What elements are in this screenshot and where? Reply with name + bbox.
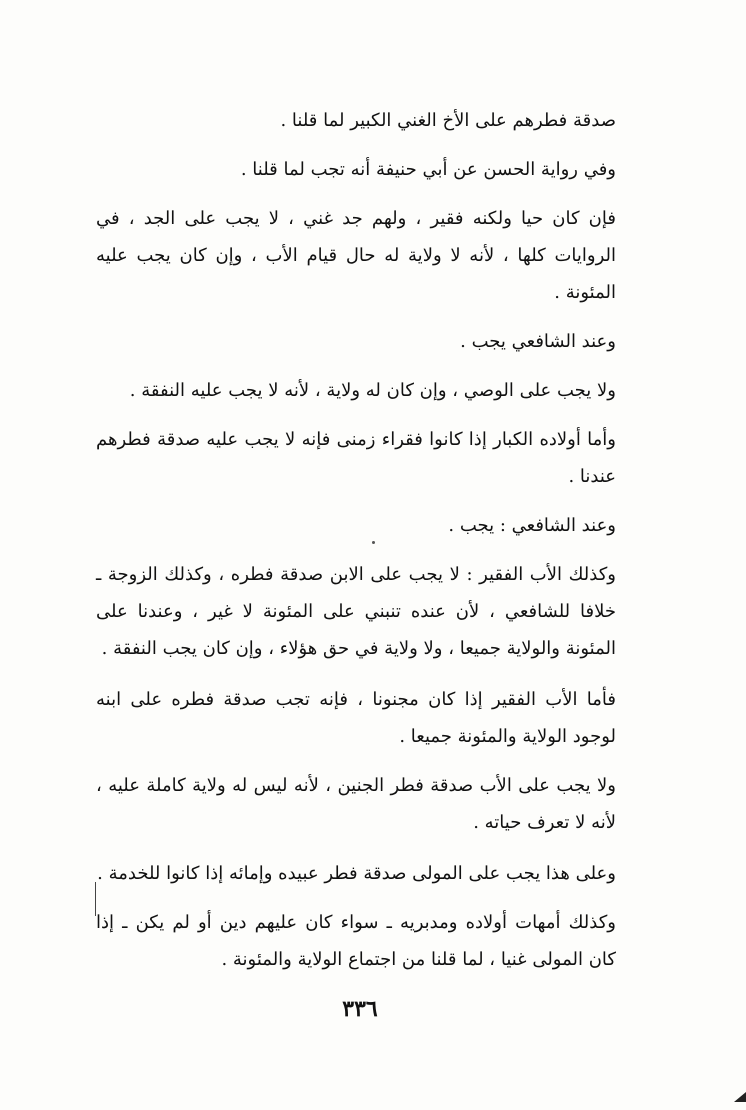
margin-mark — [95, 882, 96, 916]
paragraph-12: وكذلك أمهات أولاده ومدبريه ـ سواء كان عليهم دين أو لم يكن ـ إذا كان المولى غنيا ، لما قلنا من اجتماع الولاية والمئونة . — [96, 912, 616, 970]
paragraph-9: فأما الأب الفقير إذا كان مجنونا ، فإنه تجب صدقة فطره على ابنه لوجود الولاية والمئونة جميعا . — [96, 689, 616, 747]
page-number: ٣٣٦ — [342, 996, 378, 1022]
paragraph-5: ولا يجب على الوصي ، وإن كان له ولاية ، لأنه لا يجب عليه النفقة . — [129, 380, 616, 401]
paragraph-7: وعند الشافعي : يجب . — [448, 515, 616, 536]
scan-speck — [372, 541, 375, 544]
paragraph-6: وأما أولاده الكبار إذا كانوا فقراء زمنى فإنه لا يجب عليه صدقة فطرهم عندنا . — [96, 429, 616, 487]
paragraph-11: وعلى هذا يجب على المولى صدقة فطر عبيده وإمائه إذا كانوا للخدمة . — [97, 863, 616, 884]
paragraph-8: وكذلك الأب الفقير : لا يجب على الابن صدقة فطره ، وكذلك الزوجة ـ خلافا للشافعي ، لأن عنده تنبني على المئونة لا غير ، وعندنا على المئونة والولاية جميعا ، ولا ولاية في حق هؤلاء ، وإن كان يجب النفقة . — [96, 564, 616, 659]
paragraph-2: وفي رواية الحسن عن أبي حنيفة أنه تجب لما قلنا . — [240, 159, 616, 180]
body-text — [96, 102, 616, 990]
paragraph-4: وعند الشافعي يجب . — [460, 331, 616, 352]
corner-mark — [734, 1092, 746, 1102]
paragraph-10: ولا يجب على الأب صدقة فطر الجنين ، لأنه ليس له ولاية كاملة عليه ، لأنه لا تعرف حياته . — [96, 775, 616, 833]
paragraph-1: صدقة فطرهم على الأخ الغني الكبير لما قلنا . — [280, 110, 616, 131]
paragraph-3: فإن كان حيا ولكنه فقير ، ولهم جد غني ، لا يجب على الجد ، في الروايات كلها ، لأنه لا ولاية له حال قيام الأب ، وإن كان يجب عليه المئونة . — [96, 208, 616, 303]
